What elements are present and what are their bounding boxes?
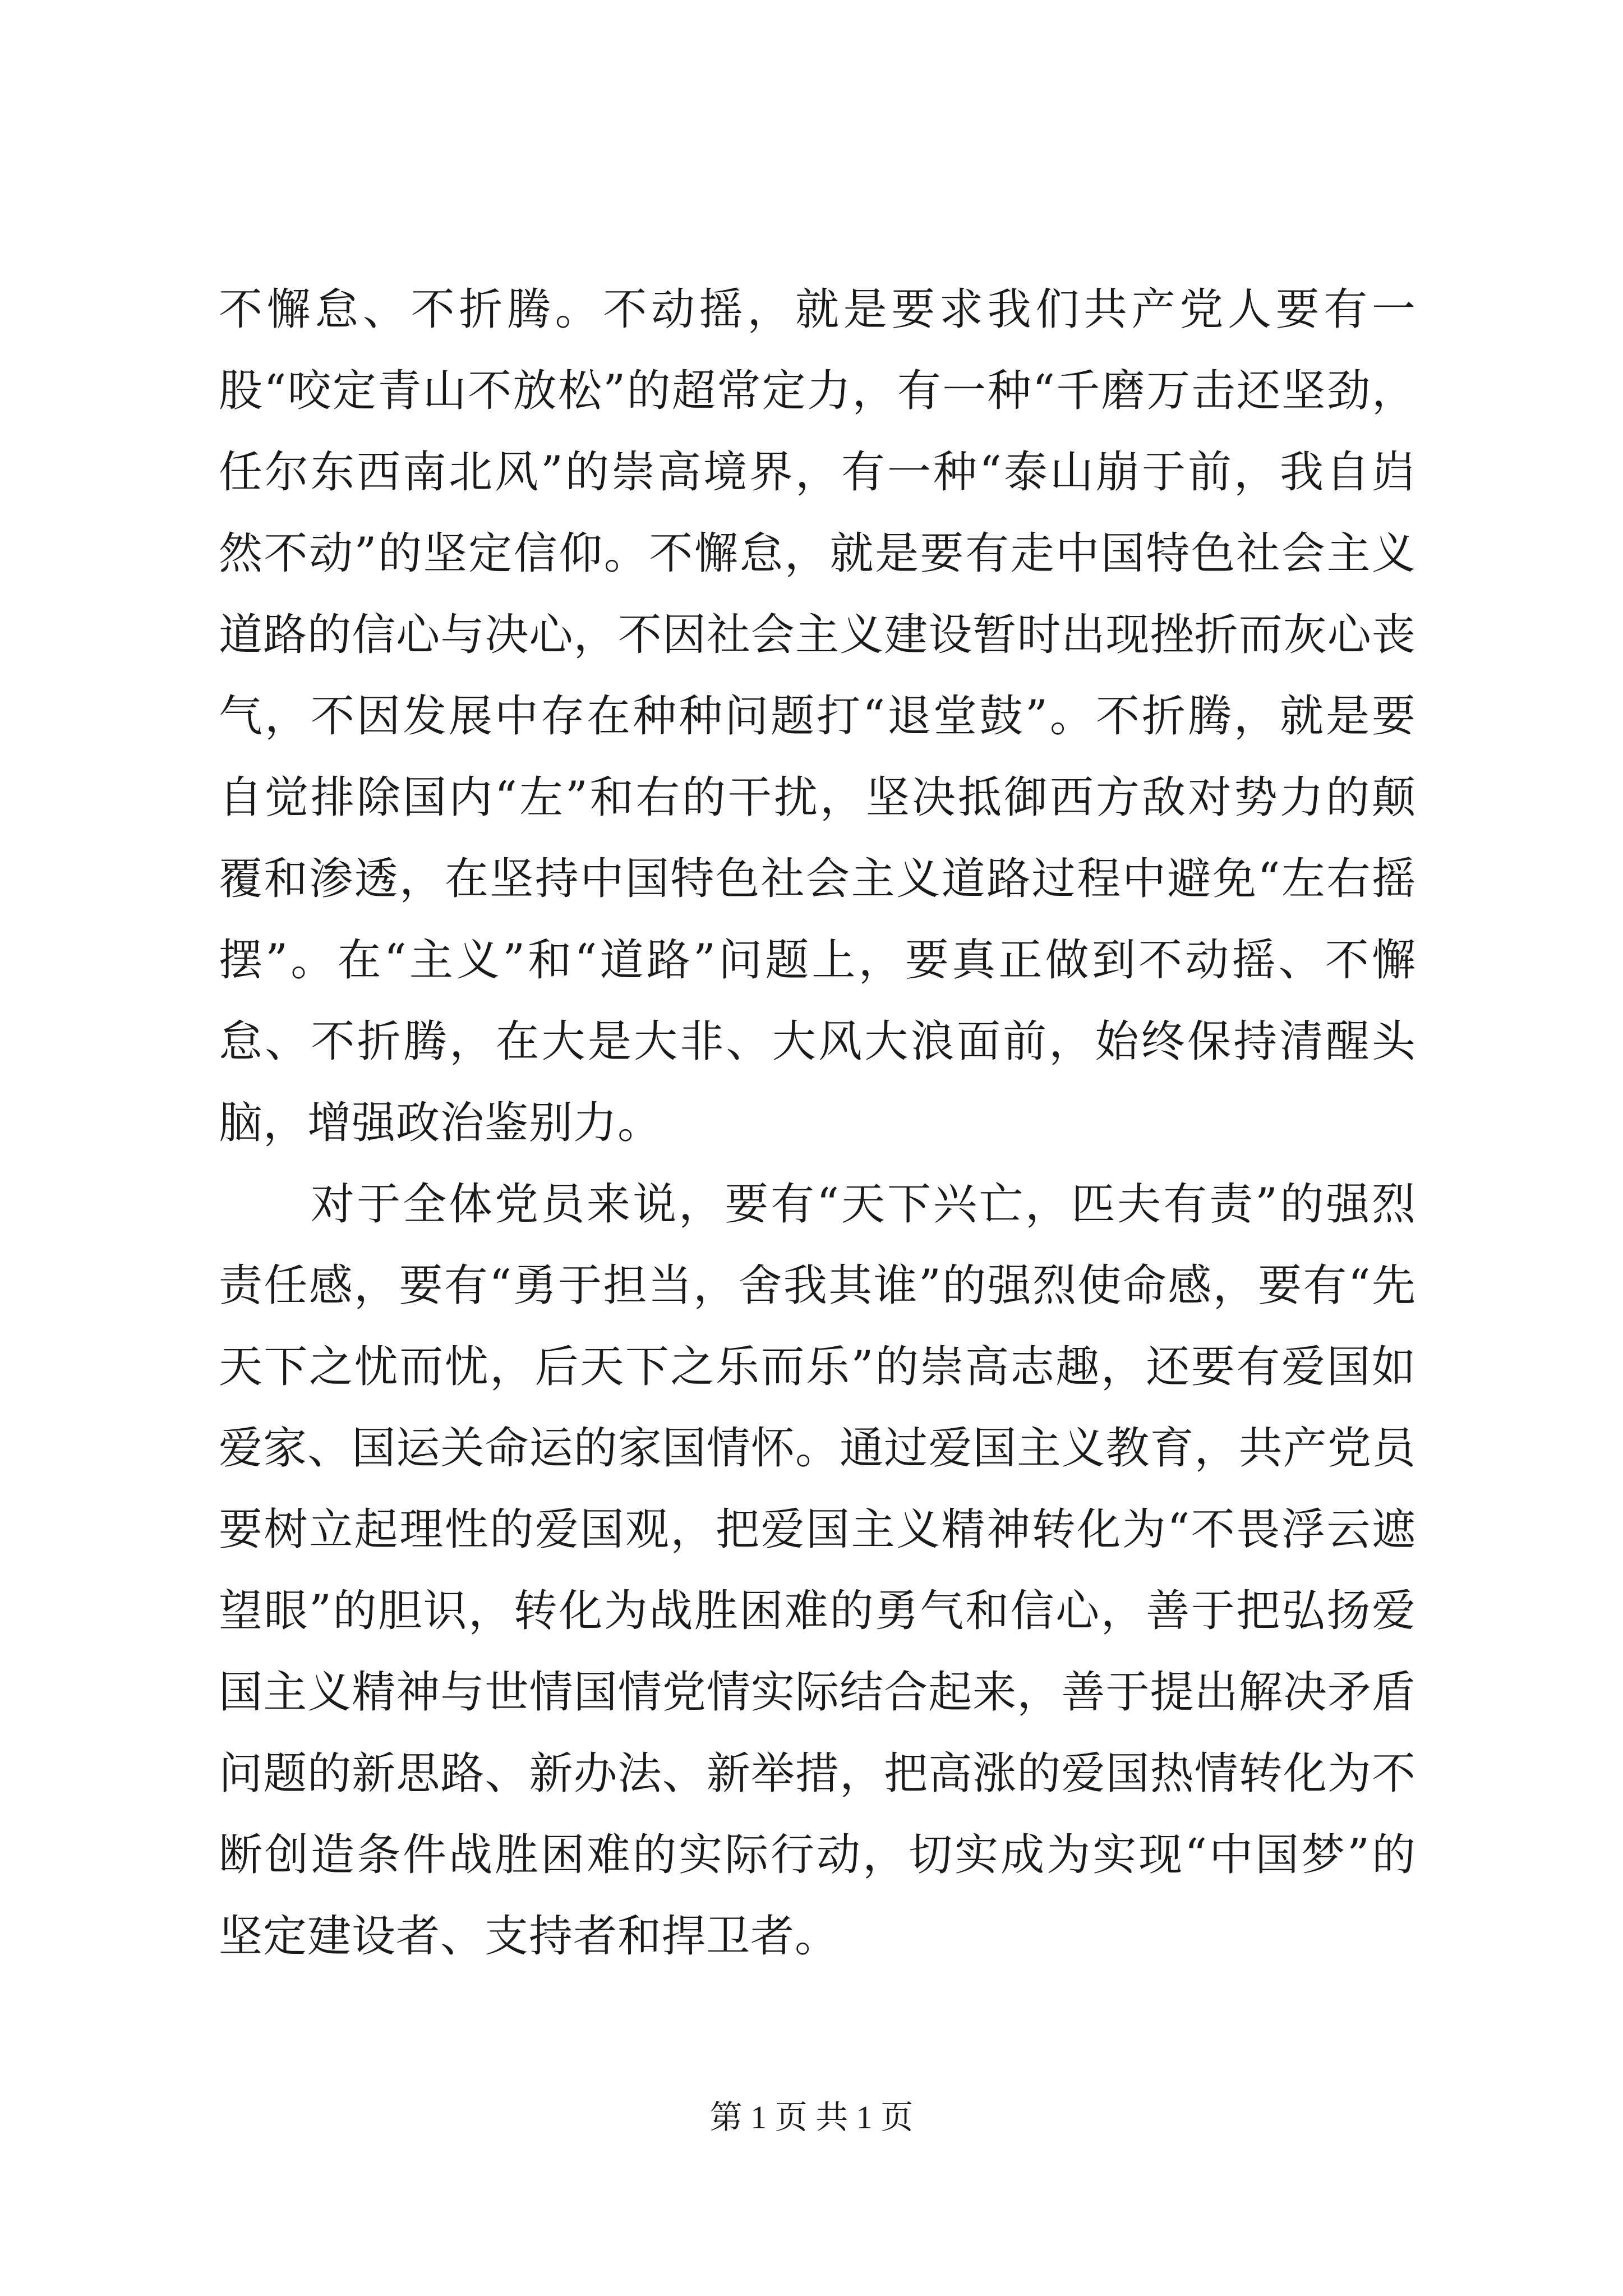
paragraph-2: 对于全体党员来说，要有“天下兴亡，匹夫有责”的强烈责任感，要有“勇于担当，舍我其谁”的强烈使命感，要有“先天下之忧而忧，后天下之乐而乐”的崇高志趣，还要有爱国如爱家、国运关命运的家国情怀。通过爱国主义教育，共产党员要树立起理性的爱国观，把爱国主义精神转化为“不畏浮云遮望眼”的胆识，转化为战胜困难的勇气和信心，善于把弘扬爱国主义精神与世情国情党情实际结合起来，善于提出解决矛盾问题的新思路、新办法、新举措，把高涨的爱国热情转化为不断创造条件战胜困难的实际行动，切实成为实现“中国梦”的坚定建设者、支持者和捍卫者。 — [219, 1179, 1416, 1962]
paragraph-1: 不懈怠、不折腾。不动摇，就是要求我们共产党人要有一股“咬定青山不放松”的超常定力，有一种“千磨万击还坚劲，任尔东西南北风”的崇高境界，有一种“泰山崩于前，我自岿然不动”的坚定信仰。不懈怠，就是要有走中国特色社会主义道路的信心与决心，不因社会主义建设暂时出现挫折而灰心丧气，不因发展中存在种种问题打“退堂鼓”。不折腾，就是要自觉排除国内“左”和右的干扰，坚决抵御西方敌对势力的颠覆和渗透，在坚持中国特色社会主义道路过程中避免“左右摇摆”。在“主义”和“道路”问题上，要真正做到不动摇、不懈怠、不折腾，在大是大非、大风大浪面前，始终保持清醒头脑，增强政治鉴别力。 — [219, 284, 1416, 1148]
document-body — [219, 269, 1416, 1977]
page-footer: 第 1 页 共 1 页 — [709, 2099, 914, 2136]
